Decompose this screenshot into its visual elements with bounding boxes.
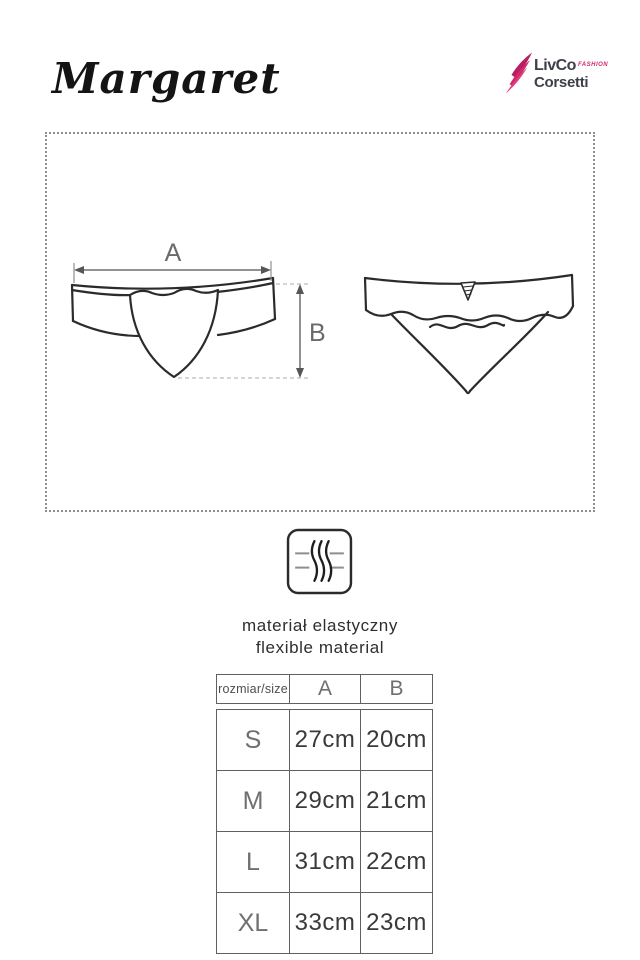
size-label: S: [217, 710, 290, 771]
flexible-material-icon: [286, 528, 353, 595]
back-view-drawing: [365, 275, 573, 393]
material-caption-en: flexible material: [255, 637, 385, 657]
value-b: 23cm: [361, 893, 433, 954]
brand-wing-icon: [504, 52, 532, 94]
dim-b-label: B: [309, 319, 326, 347]
front-view-drawing: [72, 278, 275, 377]
brand-text: [534, 58, 608, 90]
header-rozmiar-size: rozmiar/size: [217, 675, 290, 704]
table-row-xl: [217, 893, 433, 954]
brand-logo: [504, 52, 608, 94]
header-col-b: B: [361, 675, 433, 704]
brand-name-livco: LivCo: [534, 57, 576, 74]
size-table-header: [216, 674, 433, 704]
value-a: 31cm: [290, 832, 361, 893]
value-b: 21cm: [361, 771, 433, 832]
size-label: L: [217, 832, 290, 893]
material-caption-pl: materiał elastyczny: [242, 616, 398, 635]
garment-diagram: [47, 134, 593, 510]
size-label: XL: [217, 893, 290, 954]
value-b: 22cm: [361, 832, 433, 893]
brand-fashion-label: FASHION: [577, 62, 609, 68]
diagram-frame: [45, 132, 595, 512]
size-table-body: [216, 709, 433, 954]
dim-a-label: A: [164, 239, 182, 267]
table-row-l: [217, 832, 433, 893]
value-a: 27cm: [290, 710, 361, 771]
size-table: [216, 674, 433, 954]
header-col-a: A: [290, 675, 361, 704]
value-b: 20cm: [361, 710, 433, 771]
material-caption: [0, 615, 640, 658]
brand-name-corsetti: Corsetti: [534, 74, 589, 91]
table-row-m: [217, 771, 433, 832]
header-row: [217, 675, 433, 704]
value-a: 29cm: [290, 771, 361, 832]
value-a: 33cm: [290, 893, 361, 954]
size-label: M: [217, 771, 290, 832]
dimension-a: [74, 239, 271, 283]
table-row-s: [217, 710, 433, 771]
product-title: Margaret: [52, 54, 281, 103]
